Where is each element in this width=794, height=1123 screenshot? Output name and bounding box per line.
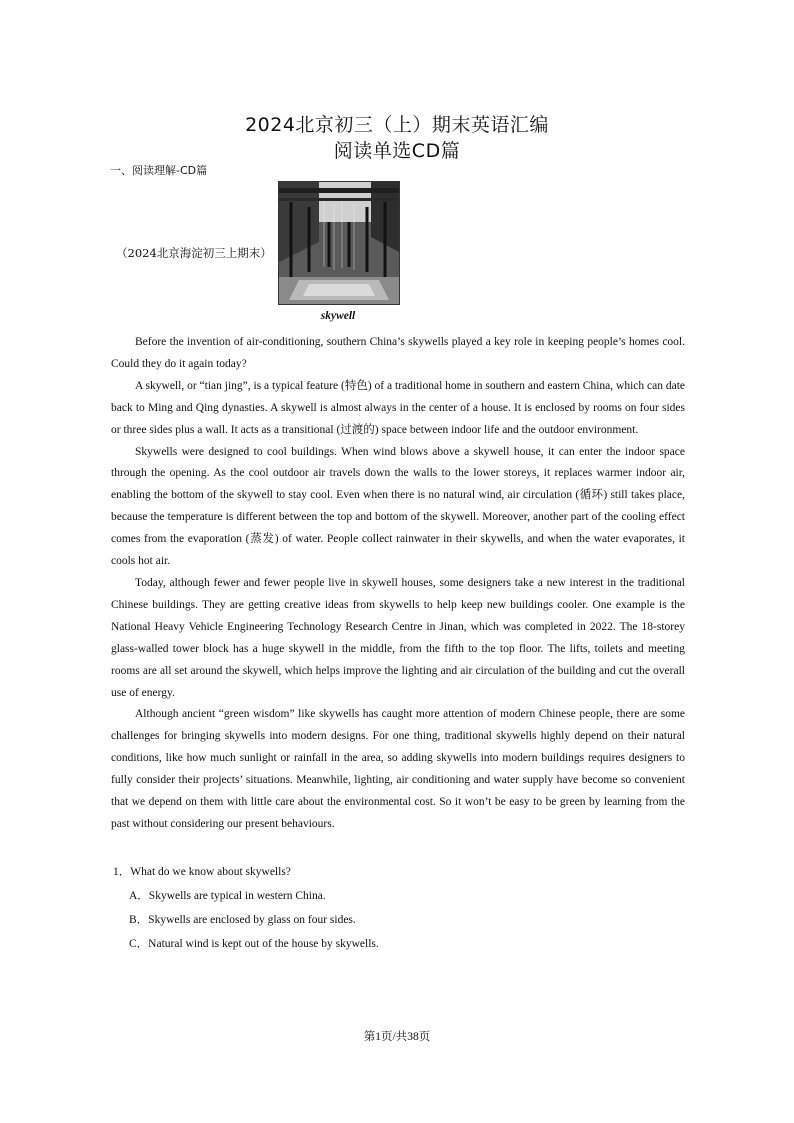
page-number: 第1页/共38页: [363, 1031, 431, 1043]
question-stem: 1．What do we know about skywells?: [113, 866, 291, 878]
passage-paragraph: Before the invention of air-conditioning, southern China’s skywells played a key role in keeping people’s homes cool. Could they do it again today?: [111, 336, 685, 370]
section-label: 一、阅读理解-CD篇: [110, 164, 208, 177]
passage-paragraph: Today, although fewer and fewer people live in skywell houses, some designers take a new interest in the traditional Chinese buildings. They are getting creative ideas from skywells to help keep new buildings cooler. One example is the National Heavy Vehicle Engineering Technology Research Centre in Jinan, which was completed in 2022. The 18-storey glass-walled tower block has a huge skywell in the middle, from the fifth to the top floor. The lifts, toilets and meeting rooms are all set around the skywell, which helps improve the lighting and air circulation of the building and cut the overall use of energy.: [111, 576, 685, 699]
skywell-photo: [278, 181, 400, 305]
document-subtitle: 阅读单选CD篇: [333, 140, 461, 162]
question-block: [113, 860, 379, 956]
source-note: （2024北京海淀初三上期末）: [116, 246, 272, 260]
passage-paragraph: Skywells were designed to cool buildings. When wind blows above a skywell house, it can enter the indoor space through the opening. As the cool outdoor air travels down the walls to the lower storeys, it replaces warmer indoor air, enabling the bottom of the skywell to stay cool. Even when there is no natural wind, air circulation (循环) still takes place, because the temperature is different between the top and bottom of the skywell. Moreover, another part of the cooling effect comes from the evaporation (蒸发) of water. People collect rainwater in their skywells, and when the water evaporates, it cools hot air.: [111, 445, 685, 568]
figure-caption: skywell: [320, 310, 356, 322]
passage-paragraph: A skywell, or “tian jing”, is a typical feature (特色) of a traditional home in southern and eastern China, which can date back to Ming and Qing dynasties. A skywell is almost always in the center of a house. It is enclosed by rooms on four sides or three sides plus a wall. It acts as a transitional (过渡的) space between indoor life and the outdoor environment.: [111, 379, 685, 436]
option-a: A．Skywells are typical in western China.: [129, 890, 326, 902]
option-b: B．Skywells are enclosed by glass on four sides.: [129, 914, 356, 926]
passage: [111, 332, 685, 836]
option-c: C．Natural wind is kept out of the house by skywells.: [129, 938, 379, 950]
document-title: 2024北京初三（上）期末英语汇编: [245, 114, 549, 136]
passage-paragraph: Although ancient “green wisdom” like skywells has caught more attention of modern Chinese people, there are some challenges for bringing skywells into modern designs. For one thing, traditional skywells highly depend on their natural conditions, like how much sunlight or rainfall in the area, so adding skywells into modern buildings requires designers to fully consider their projects’ situations. Meanwhile, lighting, air conditioning and water supply have become so convenient that we depend on them with little care about the environmental cost. So it won’t be easy to be green by learning from the past without considering our present behaviours.: [111, 708, 685, 830]
